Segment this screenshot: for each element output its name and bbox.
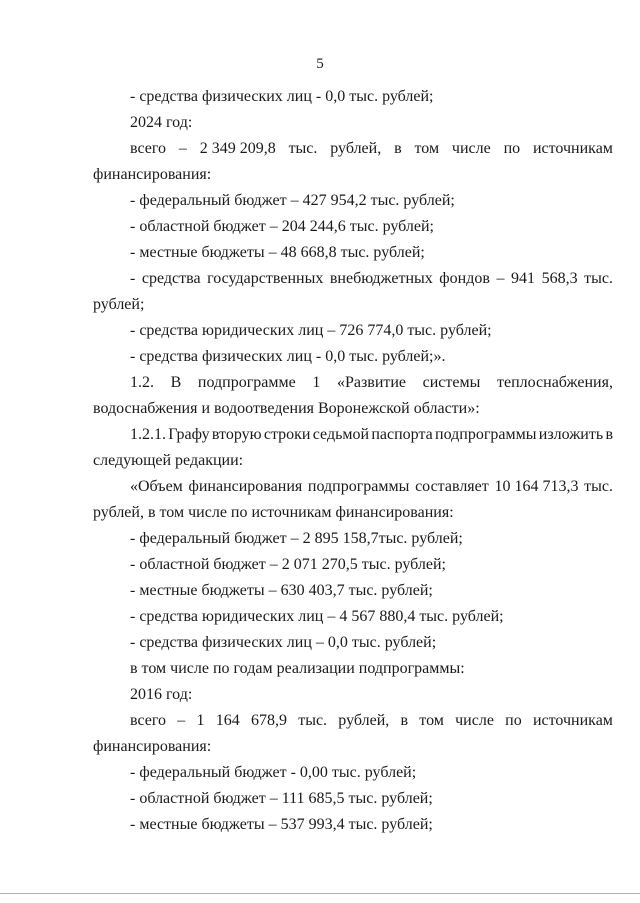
word: том	[419, 712, 444, 729]
word: 164	[215, 712, 240, 729]
word: подпрограмме	[197, 374, 296, 391]
justified-text-line	[93, 266, 613, 292]
word: тыс.	[298, 712, 328, 729]
word: числе	[451, 140, 491, 157]
indented-text-line: - средства физических лиц – 0,0 тыс. рублей;	[130, 634, 437, 651]
word: финансирования	[188, 478, 303, 495]
word: источникам	[532, 140, 613, 157]
text-line: рублей, в том числе по источникам финансирования:	[93, 504, 454, 521]
word: –	[496, 270, 505, 287]
word: источникам	[532, 712, 613, 729]
word: по	[503, 140, 521, 157]
word: тыс.	[288, 140, 318, 157]
indented-text-line: в том числе по годам реализации подпрограммы:	[130, 660, 465, 677]
word: составляет	[415, 478, 489, 495]
word: «Объем	[130, 478, 183, 495]
word: –	[178, 140, 187, 157]
word: подпрограммы	[307, 478, 410, 495]
indented-text-line: - средства юридических лиц – 726 774,0 тыс. рублей;	[130, 322, 492, 339]
word: тыс.	[584, 270, 613, 287]
indented-text-line: - федеральный бюджет - 0,00 тыс. рублей;	[130, 764, 417, 781]
indented-text-line: - федеральный бюджет – 2 895 158,7тыс. рублей;	[130, 530, 463, 547]
indented-text-line: - средства юридических лиц – 4 567 880,4 тыс. рублей;	[130, 608, 504, 625]
indented-text-line: - областной бюджет – 204 244,6 тыс. рублей;	[130, 218, 434, 235]
word: паспорта	[371, 426, 433, 443]
word: строки	[263, 426, 311, 443]
text-line: следующей редакции:	[93, 452, 244, 469]
indented-text-line: 2024 год:	[130, 114, 193, 131]
text-line: водоснабжения и водоотведения Воронежской области»:	[93, 400, 480, 417]
word: внебюджетных	[329, 270, 433, 287]
word: теплоснабжения,	[496, 374, 613, 391]
word: 678,9	[250, 712, 287, 729]
indented-text-line: - областной бюджет – 111 685,5 тыс. рублей;	[130, 790, 433, 807]
justified-text-line	[93, 136, 613, 162]
word: том	[414, 140, 440, 157]
word: средства	[141, 270, 201, 287]
word: 10 164 713,3	[494, 478, 579, 495]
word: в	[394, 140, 402, 157]
word: 1	[196, 712, 205, 729]
word: всего	[130, 140, 167, 157]
word: рублей,	[330, 140, 382, 157]
indented-text-line: - местные бюджеты – 48 668,8 тыс. рублей;	[130, 244, 425, 261]
indented-text-line: - областной бюджет – 2 071 270,5 тыс. рублей;	[130, 556, 446, 573]
word: вторую	[211, 426, 262, 443]
text-line: финансирования:	[93, 166, 212, 183]
word: числе	[455, 712, 494, 729]
word: 1.2.	[130, 374, 154, 391]
indented-text-line: 2016 год:	[130, 686, 193, 703]
word: –	[177, 712, 186, 729]
word: Графу	[168, 426, 210, 443]
word: «Развитие	[336, 374, 407, 391]
word: по	[505, 712, 522, 729]
word: 941	[511, 270, 536, 287]
page-number: 5	[316, 56, 324, 72]
indented-text-line: - местные бюджеты – 537 993,4 тыс. рублей;	[130, 816, 433, 833]
document-body	[93, 84, 613, 838]
indented-text-line: - местные бюджеты – 630 403,7 тыс. рублей;	[130, 582, 433, 599]
word: фондов	[439, 270, 490, 287]
justified-text-line	[93, 708, 613, 734]
word: государственных	[207, 270, 324, 287]
text-line: рублей;	[93, 296, 145, 313]
justified-text-line	[93, 370, 613, 396]
word: седьмой	[312, 426, 370, 443]
word: подпрограммы	[435, 426, 537, 443]
word: изложить	[538, 426, 604, 443]
word: 2 349 209,8	[199, 140, 276, 157]
word: рублей,	[338, 712, 390, 729]
word: 1	[312, 374, 321, 391]
word: тыс.	[584, 478, 613, 495]
word: 568,3	[541, 270, 578, 287]
page-bottom-edge	[0, 893, 640, 894]
word: -	[130, 270, 136, 287]
word: в	[605, 426, 613, 443]
word: В	[170, 374, 182, 391]
justified-text-line	[93, 474, 613, 500]
indented-text-line: - средства физических лиц - 0,0 тыс. рублей;	[130, 88, 434, 105]
word: в	[400, 712, 409, 729]
word: системы	[422, 374, 481, 391]
indented-text-line: - средства физических лиц - 0,0 тыс. рублей;».	[130, 348, 446, 365]
indented-text-line: - федеральный бюджет – 427 954,2 тыс. рублей;	[130, 192, 455, 209]
text-line: финансирования:	[93, 738, 212, 755]
justified-text-line	[93, 422, 613, 448]
word: всего	[130, 712, 167, 729]
word: 1.2.1.	[130, 426, 166, 443]
